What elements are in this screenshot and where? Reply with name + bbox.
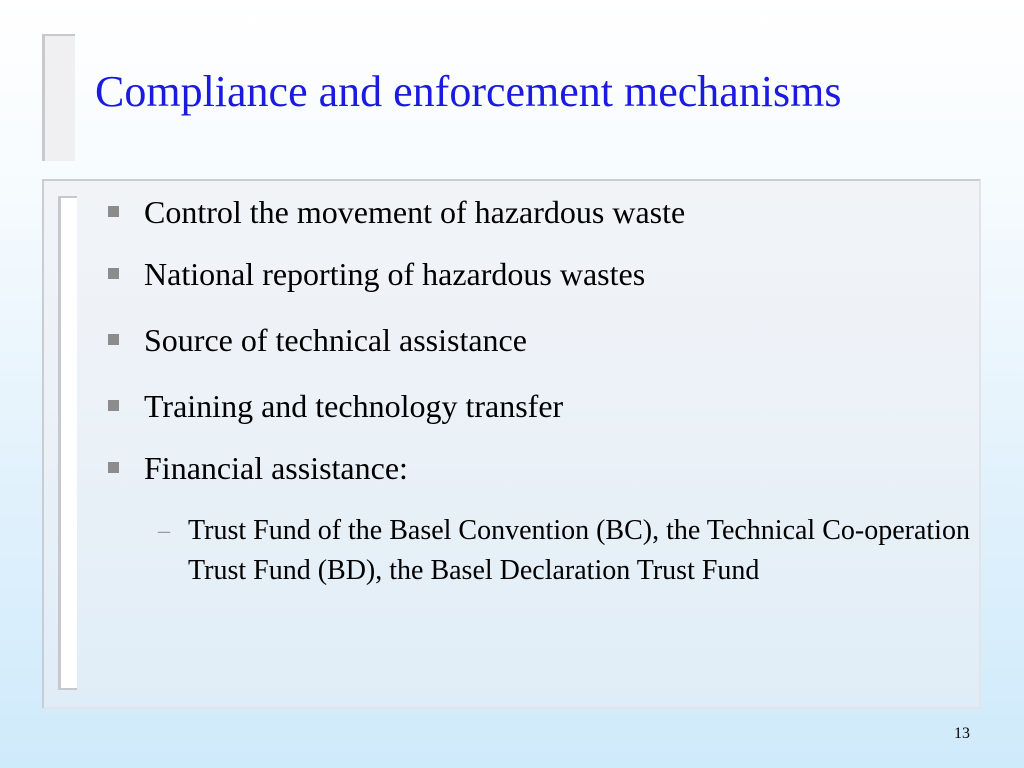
page-number: 13: [954, 725, 970, 742]
square-bullet-icon: [108, 462, 119, 473]
title-accent-bar: [42, 34, 75, 161]
square-bullet-icon: [108, 400, 119, 411]
dash-bullet-icon: –: [158, 518, 170, 544]
square-bullet-icon: [108, 334, 119, 345]
bullet-text: Training and technology transfer: [144, 388, 564, 424]
bullet-text: Source of technical assistance: [144, 322, 527, 358]
square-bullet-icon: [108, 268, 119, 279]
bullet-text: Control the movement of hazardous waste: [144, 194, 686, 230]
square-bullet-icon: [108, 206, 119, 217]
bullet-text: National reporting of hazardous wastes: [144, 256, 646, 292]
content-accent-bar: [58, 196, 77, 690]
bullet-text: Financial assistance:: [144, 450, 408, 486]
slide-title: Compliance and enforcement mechanisms: [95, 67, 842, 116]
sub-bullet-text: Trust Fund of the Basel Convention (BC), the Technical Co-operation Trust Fund (BD), the Basel Declaration Trust Fund: [188, 515, 970, 586]
